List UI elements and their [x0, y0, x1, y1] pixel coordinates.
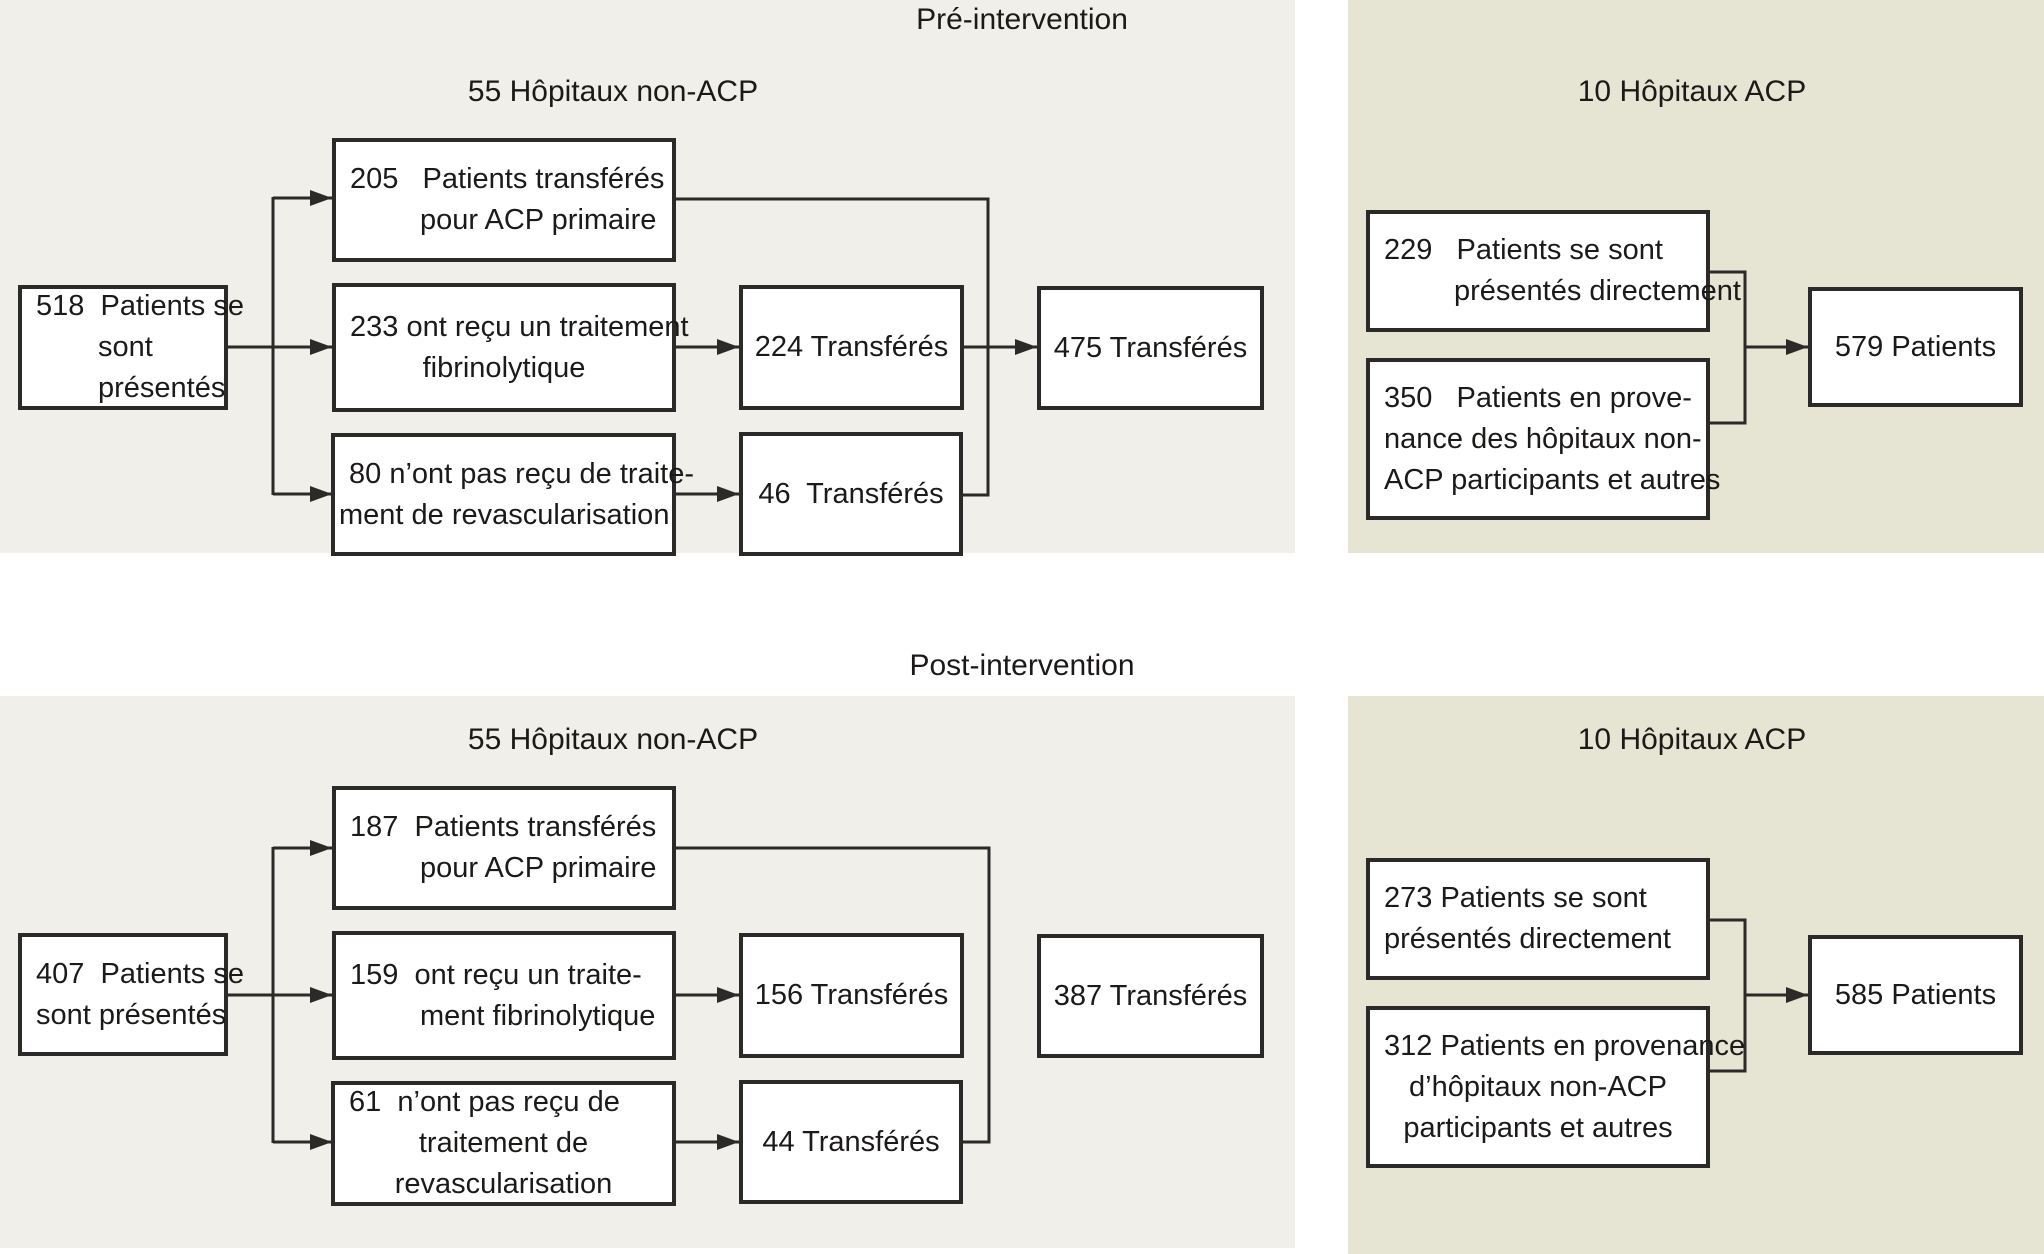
node-line: sont: [98, 331, 153, 363]
node-line: ACP participants et autres: [1384, 463, 1721, 496]
node-line: 80 n’ont pas reçu de traite-: [349, 457, 694, 490]
node-post-407: [18, 933, 244, 1056]
node-line: revascularisation: [394, 1168, 613, 1200]
node-post-61: [331, 1081, 676, 1206]
node-line: présentés directement: [1454, 275, 1741, 307]
node-line: 205 Patients transférés: [350, 163, 665, 195]
node-line: 61 n’ont pas reçu de: [349, 1086, 620, 1118]
node-post-156: [739, 933, 964, 1058]
node-post-187: [332, 786, 676, 910]
panel-title-pre-non-acp: 55 Hôpitaux non-ACP: [467, 75, 759, 108]
node-pre-518: [18, 285, 244, 410]
node-pre-475: [1037, 286, 1264, 410]
node-post-273: [1366, 858, 1710, 980]
node-line: sont présentés: [36, 998, 227, 1031]
node-line: 350 Patients en prove-: [1384, 381, 1692, 414]
node-line: 156 Transférés: [754, 979, 949, 1011]
node-pre-579: [1808, 287, 2023, 407]
node-line: pour ACP primaire: [420, 852, 657, 884]
node-line: 475 Transférés: [1053, 331, 1248, 364]
node-pre-229: [1366, 210, 1741, 332]
node-line: d’hôpitaux non-ACP: [1409, 1070, 1667, 1103]
node-line: 233 ont reçu un traitement: [350, 310, 689, 343]
node-line: 159 ont reçu un traite-: [350, 958, 642, 991]
node-line: participants et autres: [1403, 1111, 1673, 1144]
node-pre-205: [332, 138, 676, 262]
node-line: 518 Patients se: [36, 290, 244, 322]
section-title-post-intervention: Post-intervention: [909, 649, 1135, 682]
node-post-159: [332, 931, 676, 1060]
section-title-pre-intervention: Pré-intervention: [916, 3, 1128, 36]
node-pre-224: [739, 285, 964, 410]
node-line: 44 Transférés: [762, 1125, 940, 1158]
node-line: présentés directement: [1384, 923, 1671, 955]
node-pre-233: [332, 283, 689, 412]
node-line: fibrinolytique: [422, 351, 586, 384]
node-line: 273 Patients se sont: [1384, 882, 1647, 914]
node-line: 407 Patients se: [36, 957, 244, 990]
node-line: 579 Patients: [1834, 330, 1997, 363]
node-pre-350: [1366, 358, 1721, 520]
node-post-387: [1037, 934, 1264, 1058]
panel-title-post-acp: 10 Hôpitaux ACP: [1577, 723, 1807, 756]
node-line: 46 Transférés: [758, 477, 944, 510]
node-line: traitement de: [418, 1127, 589, 1159]
node-pre-46: [739, 432, 963, 556]
node-post-312: [1366, 1006, 1746, 1168]
node-line: 387 Transférés: [1053, 979, 1248, 1012]
node-line: 224 Transférés: [754, 331, 949, 363]
node-line: 312 Patients en provenance: [1384, 1029, 1746, 1062]
node-line: 187 Patients transférés: [350, 811, 657, 843]
node-line: ment fibrinolytique: [420, 999, 656, 1032]
node-line: présentés: [98, 372, 226, 404]
panel-title-pre-acp: 10 Hôpitaux ACP: [1577, 75, 1807, 108]
node-line: pour ACP primaire: [420, 204, 657, 236]
node-line: ment de revascularisation: [339, 498, 670, 531]
panel-title-post-non-acp: 55 Hôpitaux non-ACP: [467, 723, 759, 756]
node-post-44: [739, 1080, 963, 1204]
node-post-585: [1808, 935, 2023, 1055]
node-pre-80: [331, 433, 694, 556]
node-line: nance des hôpitaux non-: [1384, 422, 1702, 455]
node-line: 229 Patients se sont: [1384, 234, 1663, 266]
node-line: 585 Patients: [1834, 978, 1997, 1011]
